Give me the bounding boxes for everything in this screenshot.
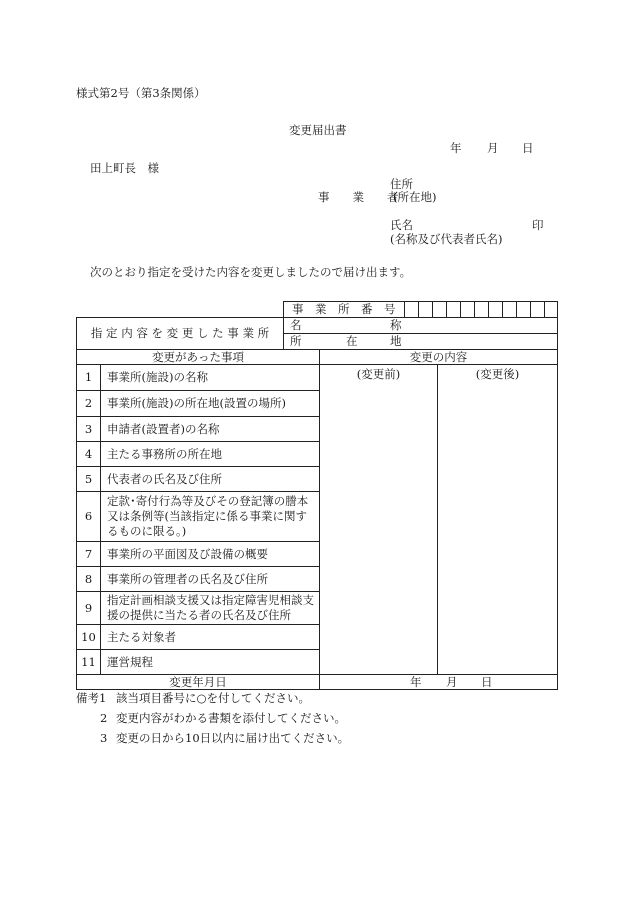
item-text: 事業所の管理者の氏名及び住所 <box>101 567 320 592</box>
before-label: (変更前) <box>356 367 401 381</box>
item-number: 6 <box>77 492 101 542</box>
change-date-field[interactable] <box>320 675 558 690</box>
after-change-field[interactable] <box>438 365 558 675</box>
address-label: 住所 <box>390 177 413 191</box>
item-text: 事業所(施設)の所在地(設置の場所) <box>101 391 320 417</box>
date-month-label: 月 <box>487 141 499 155</box>
change-date-label: 変更年月日 <box>77 675 320 690</box>
item-number: 1 <box>77 365 101 391</box>
seal-mark: 印 <box>532 218 544 232</box>
applicant-name-label: 氏名 <box>390 218 413 232</box>
office-name-label-right: 称 <box>390 318 402 332</box>
office-number-digit[interactable] <box>461 302 475 318</box>
intro-text: 次のとおり指定を受けた内容を変更しましたので届け出ます。 <box>90 265 412 279</box>
item-number: 10 <box>77 625 101 650</box>
office-number-digit[interactable] <box>517 302 531 318</box>
item-number: 7 <box>77 542 101 567</box>
item-number: 9 <box>77 592 101 625</box>
applicant-name-note: (名称及び代表者氏名) <box>390 232 503 246</box>
item-text: 主たる対象者 <box>101 625 320 650</box>
addressee: 田上町長 様 <box>90 161 159 175</box>
item-text: 事業所(施設)の名称 <box>101 365 320 391</box>
applicant-location-label: (所在地) <box>393 190 437 204</box>
remark-note: 変更内容がわかる書類を添付してください。 <box>116 711 346 725</box>
office-location-label-mid: 在 <box>346 334 358 348</box>
office-number-digit[interactable] <box>447 302 461 318</box>
before-change-field[interactable] <box>320 365 438 675</box>
office-number-label: 事 業 所 番 号 <box>284 302 405 318</box>
form-id: 様式第2号（第3条関係） <box>76 86 206 100</box>
item-number: 3 <box>77 417 101 442</box>
date-day-label: 日 <box>522 141 534 155</box>
item-text: 事業所の平面図及び設備の概要 <box>101 542 320 567</box>
change-table <box>76 349 558 690</box>
office-number-digit[interactable] <box>433 302 447 318</box>
remark-note: 該当項目番号に○を付してください。 <box>116 691 311 705</box>
office-location-field[interactable] <box>284 334 558 350</box>
changed-items-header: 変更があった事項 <box>77 350 320 365</box>
after-label: (変更後) <box>475 367 520 381</box>
applicant-party-label: 事 業 者 <box>318 190 399 204</box>
item-number: 8 <box>77 567 101 592</box>
item-text: 運営規程 <box>101 650 320 675</box>
change-date-day: 日 <box>481 675 493 689</box>
item-number: 2 <box>77 391 101 417</box>
office-location-label-left: 所 <box>290 334 302 348</box>
date-year-label: 年 <box>450 141 462 155</box>
office-name-label-left: 名 <box>290 318 302 332</box>
remark-number: 3 <box>100 731 108 745</box>
office-name-field[interactable] <box>284 318 558 334</box>
item-number: 4 <box>77 442 101 467</box>
item-text: 指定計画相談支援又は指定障害児相談支援の提供に当たる者の氏名及び住所 <box>101 592 320 625</box>
remark-note: 変更の日から10日以内に届け出てください。 <box>116 731 350 745</box>
change-date-month: 月 <box>446 675 458 689</box>
office-info-table <box>76 301 558 350</box>
office-number-digit[interactable] <box>475 302 489 318</box>
office-number-digit[interactable] <box>419 302 433 318</box>
change-content-header: 変更の内容 <box>320 350 558 365</box>
item-text: 代表者の氏名及び住所 <box>101 467 320 492</box>
item-text: 定款･寄付行為等及びその登記簿の謄本又は条例等(当該指定に係る事業に関するものに限る。) <box>101 492 320 542</box>
office-location-label-right: 地 <box>390 334 402 348</box>
office-number-digit[interactable] <box>489 302 503 318</box>
item-number: 5 <box>77 467 101 492</box>
office-number-digit[interactable] <box>503 302 517 318</box>
changed-office-label: 指 定 内 容 を 変 更 し た 事 業 所 <box>77 318 284 350</box>
remark-number: 2 <box>100 711 108 725</box>
document-title: 変更届出書 <box>289 123 347 137</box>
office-number-digit[interactable] <box>405 302 419 318</box>
remarks-lead: 備考1 <box>76 691 107 705</box>
change-date-year: 年 <box>410 675 422 689</box>
item-number: 11 <box>77 650 101 675</box>
office-number-digit[interactable] <box>531 302 545 318</box>
office-number-digit[interactable] <box>545 302 558 318</box>
item-text: 主たる事務所の所在地 <box>101 442 320 467</box>
item-text: 申請者(設置者)の名称 <box>101 417 320 442</box>
